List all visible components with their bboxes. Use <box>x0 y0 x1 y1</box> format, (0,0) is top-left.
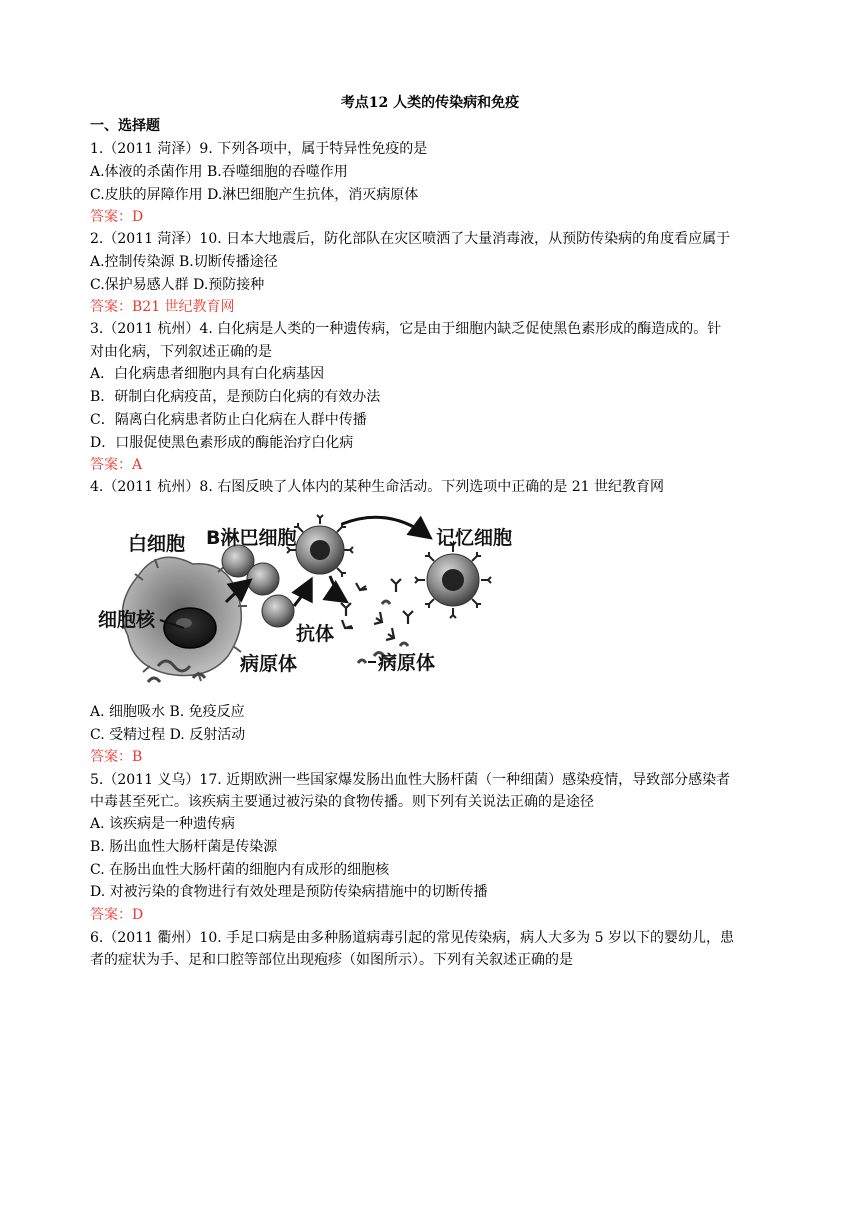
immune-response-figure <box>98 506 528 692</box>
q5-option-a: A. 该疾病是一种遗传病 <box>90 816 236 832</box>
q1-option-line: A.体液的杀菌作用 B.吞噬细胞的吞噬作用 <box>90 164 348 180</box>
q2-option-line: C.保护易感人群 D.预防接种 <box>90 277 265 293</box>
label-nucleus: 细胞核 <box>98 609 156 631</box>
immune-diagram <box>98 506 528 692</box>
memory-cell-drawing <box>415 542 491 618</box>
q6-stem: 6.（2011 衢州）10. 手足口病是由多种肠道病毒引起的常见传染病，病人大多为 5 岁以下的婴幼儿，患 <box>90 930 734 946</box>
label-pathogen-left: 病原体 <box>240 653 298 675</box>
q2-stem: 2.（2011 菏泽）10. 日本大地震后，防化部队在灾区喷洒了大量消毒液，从预防传染病的角度看应属于 <box>90 231 731 247</box>
label-memory-cell: 记忆细胞 <box>436 527 513 549</box>
q4-option-line: A. 细胞吸水 B. 免疫反应 <box>90 704 245 720</box>
q2-option-line: A.控制传染源 B.切断传播途径 <box>90 254 278 270</box>
q5-option-d: D. 对被污染的食物进行有效处理是预防传染病措施中的切断传播 <box>90 884 488 900</box>
q1-answer: 答案：D <box>90 209 144 225</box>
label-b-lymphocyte: B淋巴细胞 <box>206 527 297 549</box>
pathogen-cluster-right <box>374 601 408 660</box>
q1-option-line: C.皮肤的屏障作用 D.淋巴细胞产生抗体，消灭病原体 <box>90 187 419 203</box>
q6-stem: 者的症状为手、足和口腔等部位出现疱疹（如图所示）。下列有关叙述正确的是 <box>90 952 573 968</box>
q5-option-c: C. 在肠出血性大肠杆菌的细胞内有成形的细胞核 <box>90 862 390 878</box>
q5-stem: 中毒甚至死亡。该疾病主要通过被污染的食物传播。则下列有关说法正确的是途径 <box>90 794 594 810</box>
antibodies-drawing <box>341 579 413 640</box>
label-white-blood-cell: 白细胞 <box>128 533 186 555</box>
q5-answer: 答案：D <box>90 907 144 923</box>
q3-option-d: D．口服促使黑色素形成的酶能治疗白化病 <box>90 435 354 451</box>
q2-answer: 答案：B21 世纪教育网 <box>90 299 235 315</box>
section-heading: 一、选择题 <box>90 118 160 134</box>
pathogen-legend-mark <box>358 660 366 663</box>
q4-answer: 答案：B <box>90 749 143 765</box>
q4-stem: 4.（2011 杭州）8. 右图反映了人体内的某种生命活动。下列选项中正确的是 21 世纪教育网 <box>90 479 664 495</box>
q4-option-line: C. 受精过程 D. 反射活动 <box>90 727 246 743</box>
q3-stem: 3.（2011 杭州）4. 白化病是人类的一种遗传病，它是由于细胞内缺乏促使黑色素形成的酶造成的。针 <box>90 321 722 337</box>
q5-option-b: B. 肠出血性大肠杆菌是传染源 <box>90 839 278 855</box>
q3-option-b: B．研制白化病疫苗，是预防白化病的有效办法 <box>90 389 381 405</box>
q1-stem: 1.（2011 菏泽）9. 下列各项中，属于特异性免疫的是 <box>90 141 428 157</box>
q3-option-a: A．白化病患者细胞内具有白化病基因 <box>90 366 325 382</box>
q3-answer: 答案：A <box>90 457 143 473</box>
q3-stem: 对由化病，下列叙述正确的是 <box>90 344 272 360</box>
q3-option-c: C．隔离白化病患者防止白化病在人群中传播 <box>90 412 367 428</box>
page-title: 考点12 人类的传染病和免疫 <box>340 95 520 111</box>
q5-stem: 5.（2011 义乌）17. 近期欧洲一些国家爆发肠出血性大肠杆菌（一种细菌）感染疫情，导致部分感染者 <box>90 772 731 788</box>
label-antibody: 抗体 <box>296 623 335 645</box>
label-pathogen-right: 病原体 <box>378 652 436 674</box>
